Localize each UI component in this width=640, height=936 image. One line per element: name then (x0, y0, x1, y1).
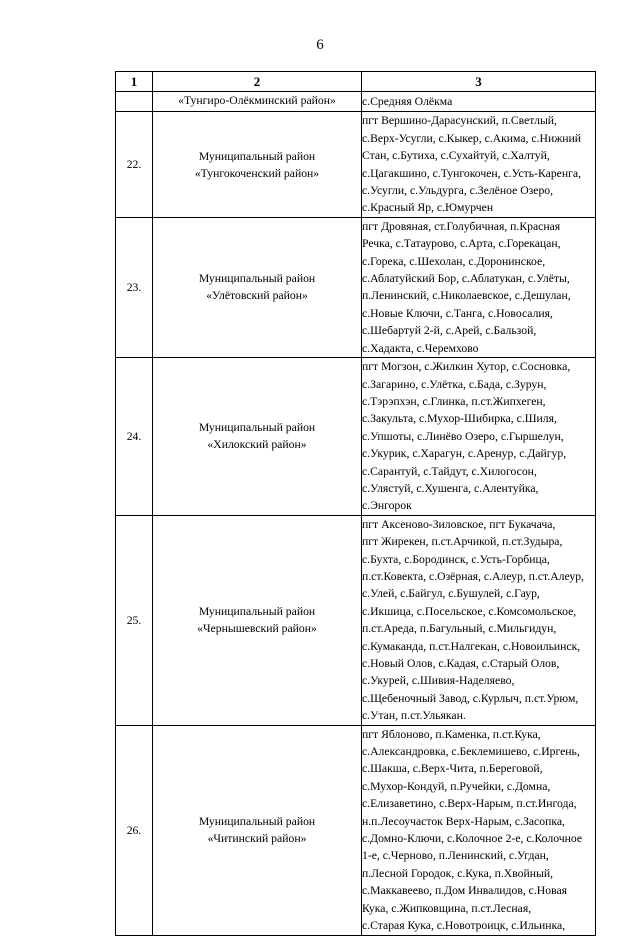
district-name-line: «Хилокский район» (207, 438, 307, 452)
settlements-line: Стан, с.Бутиха, с.Сухайтуй, с.Халтуй, (362, 149, 550, 163)
header-col-1: 1 (116, 72, 153, 92)
table-row (116, 217, 596, 357)
settlements-line: п.ст.Ковекта, с.Озёрная, с.Алеур, п.ст.Алеур, (362, 569, 584, 583)
settlements-list (362, 112, 596, 217)
settlements-list (362, 725, 596, 935)
settlements-line: с.Шакша, с.Верх-Чита, п.Береговой, (362, 762, 543, 776)
settlements-line: пгт Яблоново, п.Каменка, п.ст.Кука, (362, 727, 541, 741)
settlements-line: пгт Дровяная, ст.Голубичная, п.Красная (362, 219, 561, 233)
district-name (153, 515, 362, 725)
row-number: 24. (116, 358, 153, 516)
settlements-line: пгт Аксеново-Зиловское, пгт Букачача, (362, 517, 556, 531)
district-name-line: «Тунгокоченский район» (194, 166, 320, 180)
district-name-line: Муниципальный район (198, 149, 316, 163)
settlements-line: с.Бухта, с.Бородинск, с.Усть-Горбица, (362, 552, 550, 566)
settlements-line: с.Мухор-Кондуй, п.Ручейки, с.Домна, (362, 779, 551, 793)
district-name-line: Муниципальный район (198, 605, 316, 619)
table-row (116, 92, 596, 112)
settlements-list (362, 92, 596, 112)
settlements-line: п.ст.Ареда, п.Багульный, с.Мильгидун, (362, 622, 557, 636)
district-name-line: «Улётовский район» (206, 289, 308, 303)
settlements-line: с.Маккавеево, п.Дом Инвалидов, с.Новая (362, 884, 568, 898)
settlements-line: с.Энгорок (362, 499, 412, 513)
settlements-line: с.Утан, п.ст.Ульякан. (362, 709, 466, 723)
table-row (116, 725, 596, 935)
district-name-line: Муниципальный район (198, 815, 316, 829)
district-name (153, 725, 362, 935)
table-row (116, 515, 596, 725)
district-name-line: «Тунгиро-Олёкминский район» (178, 94, 336, 107)
district-name (153, 92, 362, 112)
settlements-line: с.Елизаветино, с.Верх-Нарым, п.ст.Ингода, (362, 797, 577, 811)
page-number: 6 (316, 37, 324, 53)
settlements-line: с.Сарантуй, с.Тайдут, с.Хилогосон, (362, 464, 537, 478)
settlements-line: с.Красный Яр, с.Юмурчен (362, 201, 494, 215)
row-number: 22. (116, 112, 153, 217)
settlements-line: Речка, с.Татаурово, с.Арта, с.Горекацан, (362, 237, 561, 251)
row-number: 25. (116, 515, 153, 725)
settlements-line: с.Аблатуйский Бор, с.Аблатукан, с.Улёты, (362, 272, 570, 286)
settlements-line: Кука, с.Жипковщина, п.ст.Лесная, (362, 901, 532, 915)
settlements-line: с.Усугли, с.Ульдурга, с.Зелёное Озеро, (362, 184, 554, 198)
settlements-line: с.Новый Олов, с.Кадая, с.Старый Олов, (362, 657, 560, 670)
table-body (116, 92, 596, 936)
settlements-line: с.Хадакта, с.Черемхово (362, 341, 479, 355)
row-number: 26. (116, 725, 153, 935)
row-number (116, 92, 153, 112)
settlements-list (362, 515, 596, 725)
settlements-line: с.Тэрэпхэн, с.Глинка, п.ст.Жипхеген, (362, 394, 546, 408)
settlements-line: с.Александровка, с.Беклемишево, с.Иргень, (362, 745, 580, 759)
district-name (153, 358, 362, 516)
settlements-line: с.Цагакшино, с.Тунгокочен, с.Усть-Каренга, (362, 166, 582, 180)
settlements-line: с.Новые Ключи, с.Танга, с.Новосалия, (362, 306, 553, 320)
settlements-line: п.Ленинский, с.Николаевское, с.Дешулан, (362, 289, 571, 303)
districts-table (115, 71, 596, 936)
settlements-line: с.Улей, с.Байгул, с.Бушулей, с.Гаур, (362, 587, 540, 601)
district-name (153, 217, 362, 357)
settlements-line: с.Укурик, с.Харагун, с.Аренур, с.Дайгур, (362, 447, 567, 461)
settlements-line: с.Верх-Усугли, с.Кыкер, с.Акима, с.Нижний (362, 131, 582, 145)
settlements-line: пгт Вершино-Дарасунский, п.Светлый, (362, 114, 557, 128)
district-name-line: «Читинский район» (207, 832, 307, 846)
settlements-list (362, 358, 596, 516)
settlements-line: с.Кумаканда, п.ст.Налгекан, с.Новоильинск, (362, 639, 581, 653)
settlements-line: с.Икшица, с.Посельское, с.Комсомольское, (362, 604, 577, 618)
header-col-3: 3 (362, 72, 596, 92)
settlements-list (362, 217, 596, 357)
settlements-line: с.Щебеночный Завод, с.Курлыч, п.ст.Урюм, (362, 691, 579, 705)
row-number: 23. (116, 217, 153, 357)
settlements-line: с.Шебартуй 2-й, с.Арей, с.Бальзой, (362, 324, 537, 338)
settlements-line: с.Домно-Ключи, с.Колочное 2-е, с.Колочное (362, 832, 583, 846)
table-row (116, 358, 596, 516)
settlements-line: с.Укурей, с.Шивия-Наделяево, (362, 674, 515, 688)
district-name (153, 112, 362, 217)
settlements-line: пгт Могзон, с.Жилкин Хутор, с.Сосновка, (362, 360, 571, 374)
district-name-line: Муниципальный район (198, 421, 316, 435)
district-name-line: Муниципальный район (198, 272, 316, 286)
settlements-line: с.Средняя Олёкма (362, 95, 453, 108)
header-col-2: 2 (153, 72, 362, 92)
settlements-line: с.Старая Кука, с.Новотроицк, с.Ильинка, (362, 919, 566, 933)
settlements-line: пгт Жирекен, п.ст.Арчикой, п.ст.Зудыра, (362, 535, 563, 549)
settlements-line: с.Закульта, с.Мухор-Шибирка, с.Шиля, (362, 412, 557, 426)
settlements-line: н.п.Лесоучасток Верх-Нарым, с.Засопка, (362, 814, 565, 828)
settlements-line: с.Упшоты, с.Линёво Озеро, с.Гыршелун, (362, 429, 564, 443)
table-row (116, 112, 596, 217)
district-name-line: «Чернышевский район» (197, 622, 317, 636)
settlements-line: с.Улястуй, с.Хушенга, с.Алентуйка, (362, 481, 539, 495)
settlements-line: 1-е, с.Черново, п.Ленинский, с.Угдан, (362, 849, 549, 863)
settlements-line: с.Горека, с.Шехолан, с.Доронинское, (362, 254, 546, 268)
settlements-line: п.Лесной Городок, с.Кука, п.Хвойный, (362, 866, 554, 880)
settlements-line: с.Загарино, с.Улётка, с.Бада, с.Зурун, (362, 377, 547, 391)
table-header-row (116, 72, 596, 92)
